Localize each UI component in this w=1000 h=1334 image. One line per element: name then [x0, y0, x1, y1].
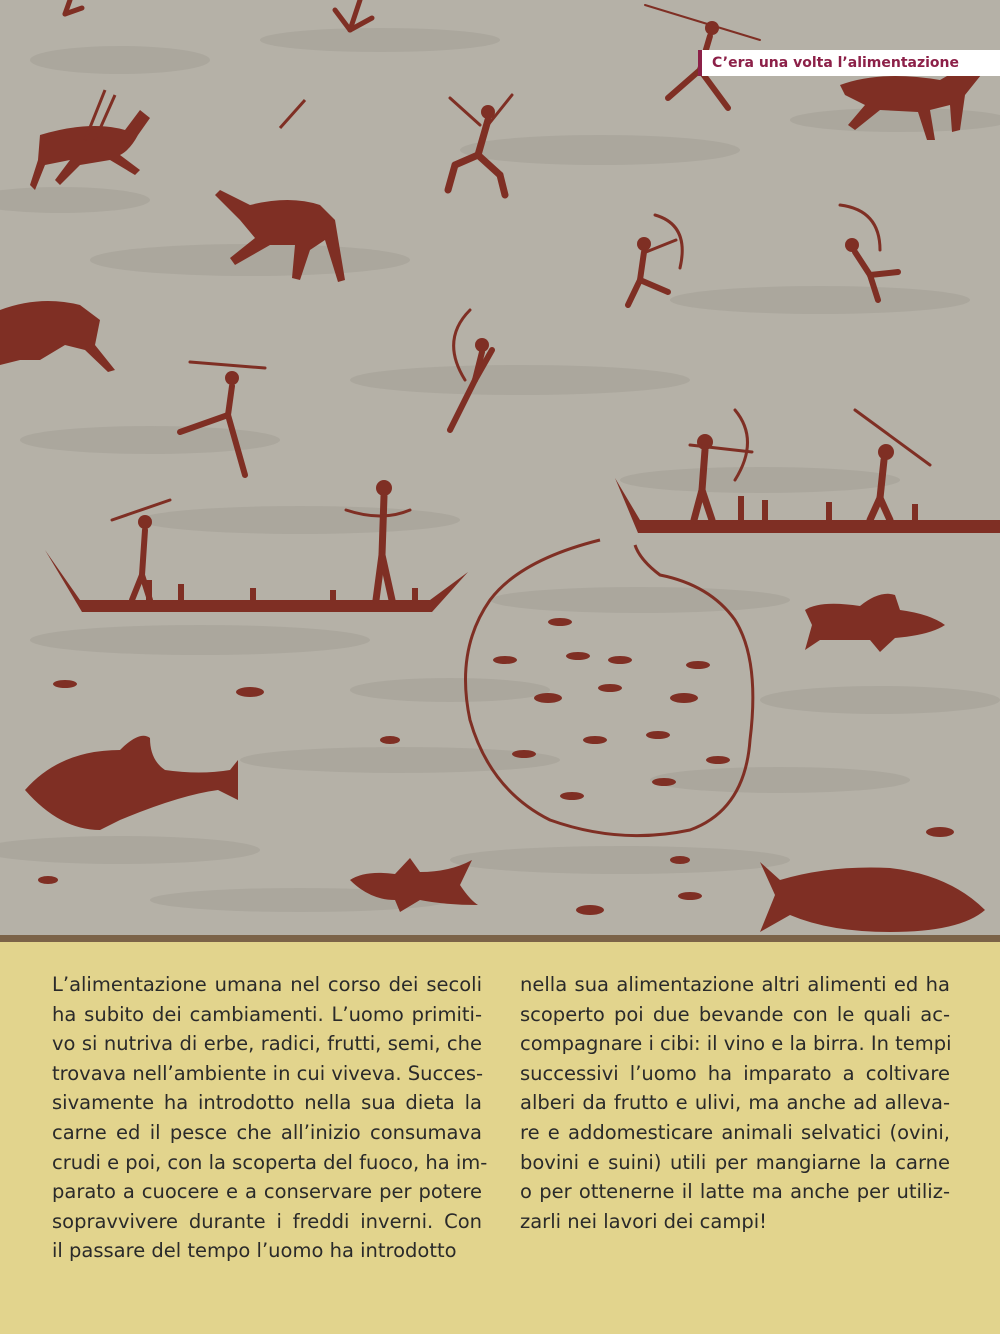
- body-text-line: il passare del tempo l’uomo ha introdotto: [52, 1239, 457, 1263]
- body-text-line: sopravvivere durante i freddi inverni. Con: [52, 1209, 482, 1233]
- body-text-right-column: [520, 970, 950, 1236]
- boat-figure: [45, 550, 468, 612]
- body-text-line: L’alimentazione umana nel corso dei secoli: [52, 973, 482, 996]
- body-text-line: re e addomesticare animali selvatici (ovini,: [520, 1120, 950, 1144]
- body-text-line: compagnare i cibi: il vino e la birra. In tempi: [520, 1032, 952, 1056]
- whale-figure: [25, 736, 238, 830]
- body-text-line: vo si nutriva di erbe, radici, frutti, semi, che: [52, 1032, 482, 1056]
- body-text-line: bovini e suini) utili per mangiarne la carne: [520, 1150, 950, 1174]
- body-text-left-column: [52, 970, 488, 1266]
- section-divider: [0, 935, 1000, 942]
- hunter-figure: [335, 0, 372, 30]
- archer-figure: [855, 410, 930, 520]
- deer-figure: [30, 90, 150, 190]
- body-text-line: successivi l’uomo ha imparato a coltivare: [520, 1061, 950, 1085]
- body-text-line: scoperto poi due bevande con le quali ac-: [520, 1002, 950, 1026]
- bison-figure: [0, 301, 115, 372]
- hunter-figure: [65, 0, 82, 14]
- body-text-line: parato a cuocere e a conservare per potere: [52, 1180, 482, 1204]
- section-label: [698, 50, 1000, 76]
- body-text-line: carne ed il pesce che all’inizio consumava: [52, 1120, 482, 1144]
- fisher-figure: [346, 480, 410, 600]
- body-text-line: alberi da frutto e ulivi, ma anche ad alleva-: [520, 1091, 950, 1115]
- body-text-line: ha subito dei cambiamenti. L’uomo primiti-: [52, 1002, 482, 1026]
- body-text-line: o per ottenerne il latte ma anche per utiliz-: [520, 1180, 950, 1204]
- body-text-line: trovava nell’ambiente in cui viveva. Succes-: [52, 1061, 484, 1085]
- large-fish-figure: [760, 862, 985, 932]
- hunter-figure: [180, 362, 265, 475]
- archer-figure: [628, 215, 682, 305]
- body-text-line: nella sua alimentazione altri alimenti ed ha: [520, 973, 950, 996]
- body-text-line: zarli nei lavori dei campi!: [520, 1209, 767, 1233]
- section-label-text: C’era una volta l’alimentazione: [712, 55, 960, 71]
- body-text-line: crudi e poi, con la scoperta del fuoco, ha im-: [52, 1150, 488, 1174]
- shark-figure: [805, 594, 945, 652]
- body-text-line: sivamente ha introdotto nella sua dieta la: [52, 1091, 482, 1115]
- spear-mark: [280, 100, 305, 128]
- archer-figure: [840, 205, 898, 300]
